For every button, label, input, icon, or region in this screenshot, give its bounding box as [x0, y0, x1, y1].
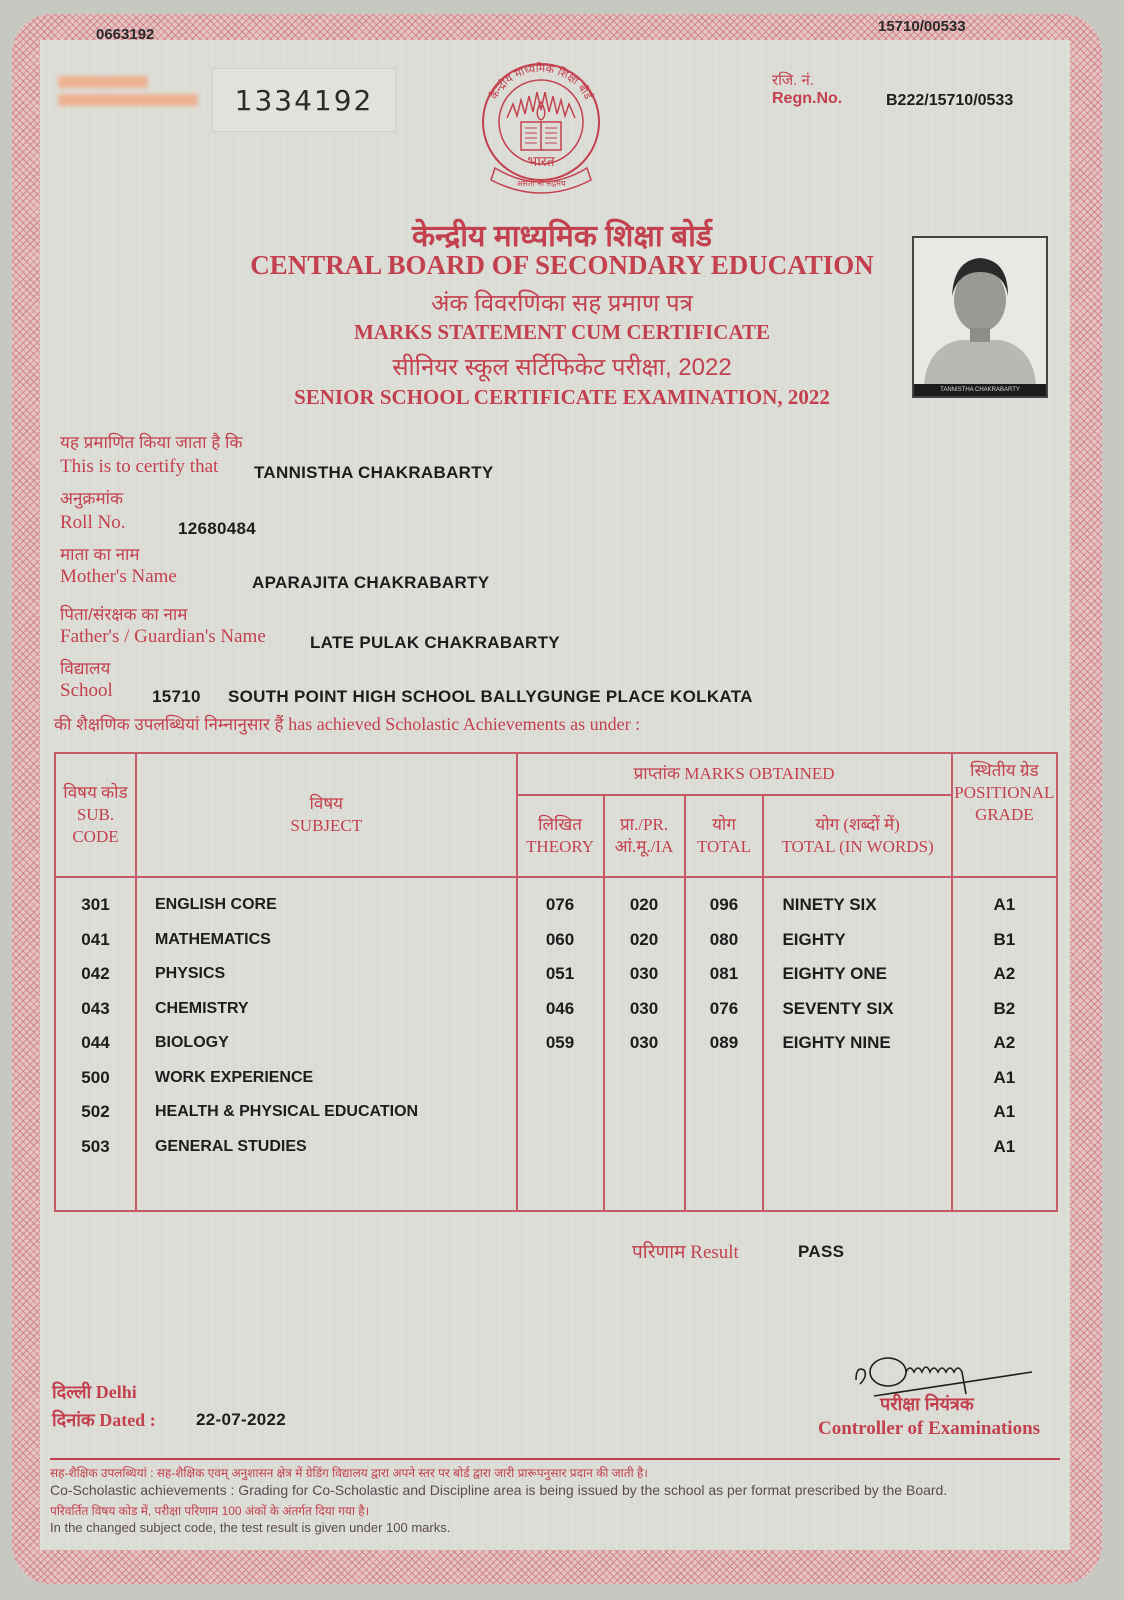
header-subject-hindi: विषय	[309, 794, 344, 813]
total-in-words	[763, 1095, 951, 1130]
coscholastic-note-hindi: सह-शैक्षिक उपलब्धियां : सह-शैक्षिक एवम् अनुशासन क्षेत्र में ग्रेडिंग विद्यालय द्वारा अपने स्तर पर बोर्ड द्वारा जारी प्रारूपनुसार प्रदान की जाती है।	[50, 1466, 648, 1480]
father-name: LATE PULAK CHAKRABARTY	[310, 633, 560, 652]
total-marks	[685, 1130, 764, 1165]
positional-grade: A2	[952, 957, 1057, 992]
theory-marks: 046	[517, 992, 604, 1027]
table-filler-row	[55, 1164, 1057, 1211]
pr-ia-marks: 020	[604, 923, 685, 958]
emblem-motto: असतो मा सद्गमय	[516, 179, 566, 188]
positional-grade: A1	[952, 1095, 1057, 1130]
subject-code: 502	[55, 1095, 136, 1130]
subject-code: 042	[55, 957, 136, 992]
person-photo-icon	[914, 238, 1046, 384]
table-row	[55, 992, 1057, 1027]
subject-code: 500	[55, 1061, 136, 1096]
document-title-hindi: अंक विवरणिका सह प्रमाण पत्र	[431, 290, 693, 317]
coscholastic-note: Co-Scholastic achievements : Grading for Co-Scholastic and Discipline area is being issued by the school as per format prescribed by the Board.	[50, 1482, 948, 1498]
total-marks: 080	[685, 923, 764, 958]
empty-cell	[952, 1164, 1057, 1211]
pr-ia-marks	[604, 1061, 685, 1096]
header-grade-en1: POSITIONAL	[954, 783, 1055, 802]
empty-cell	[517, 1164, 604, 1211]
theory-marks: 051	[517, 957, 604, 992]
total-marks	[685, 1095, 764, 1130]
exam-title: SENIOR SCHOOL CERTIFICATE EXAMINATION, 2022	[294, 385, 830, 409]
certificate-number: 1334192	[212, 68, 396, 132]
positional-grade: A1	[952, 877, 1057, 923]
table-row	[55, 957, 1057, 992]
result-label-hindi: परिणाम	[632, 1242, 686, 1263]
header-code-hindi: विषय कोड	[63, 783, 128, 802]
document-title: MARKS STATEMENT CUM CERTIFICATE	[353, 320, 770, 344]
changed-code-note-hindi: परिवर्तित विषय कोड में, परीक्षा परिणाम 100 अंकों के अंतर्गत दिया गया है।	[50, 1504, 370, 1518]
place-en: Delhi	[95, 1382, 137, 1402]
subject-name: MATHEMATICS	[136, 923, 517, 958]
emblem-ring-text: केन्द्रीय माध्यमिक शिक्षा बोर्ड	[487, 61, 595, 102]
empty-cell	[55, 1164, 136, 1211]
school-name: SOUTH POINT HIGH SCHOOL BALLYGUNGE PLACE KOLKATA	[228, 687, 753, 706]
table-row	[55, 923, 1057, 958]
board-name-hindi: केन्द्रीय माध्यमिक शिक्षा बोर्ड	[412, 220, 712, 253]
achievements-intro-english: has achieved Scholastic Achievements as under :	[288, 714, 641, 734]
total-marks	[685, 1061, 764, 1096]
header-total-hindi: योग	[712, 815, 736, 834]
subject-name: PHYSICS	[136, 957, 517, 992]
subject-code: 041	[55, 923, 136, 958]
header-total	[685, 795, 764, 877]
empty-cell	[685, 1164, 764, 1211]
table-row	[55, 1061, 1057, 1096]
pr-ia-marks: 030	[604, 1026, 685, 1061]
positional-grade: B1	[952, 923, 1057, 958]
theory-marks	[517, 1061, 604, 1096]
controller-title-hindi: परीक्षा नियंत्रक	[880, 1394, 974, 1414]
student-name: TANNISTHA CHAKRABARTY	[254, 463, 494, 482]
header-pr: प्रा./PR.	[619, 815, 669, 834]
mother-name: APARAJITA CHAKRABARTY	[252, 573, 490, 592]
positional-grade: A1	[952, 1061, 1057, 1096]
header-words-en: TOTAL (IN WORDS)	[781, 837, 934, 856]
header-code-en2: CODE	[72, 827, 119, 846]
empty-cell	[604, 1164, 685, 1211]
exam-title-hindi: सीनियर स्कूल सर्टिफिकेट परीक्षा, 2022	[392, 354, 732, 381]
illegible-orange-label	[58, 72, 198, 108]
subject-name: BIOLOGY	[136, 1026, 517, 1061]
table-row	[55, 1095, 1057, 1130]
positional-grade: B2	[952, 992, 1057, 1027]
result-value: PASS	[798, 1242, 845, 1261]
total-marks: 081	[685, 957, 764, 992]
total-in-words	[763, 1061, 951, 1096]
total-in-words: EIGHTY NINE	[763, 1026, 951, 1061]
theory-marks: 076	[517, 877, 604, 923]
pr-ia-marks	[604, 1130, 685, 1165]
header-positional-grade	[952, 753, 1057, 877]
roll-number: 12680484	[178, 519, 257, 538]
header-code-en1: SUB.	[76, 805, 115, 824]
school-code: 15710	[152, 687, 201, 706]
theory-marks	[517, 1095, 604, 1130]
roll-label-hindi: अनुक्रमांक	[60, 489, 124, 508]
total-in-words: EIGHTY ONE	[763, 957, 951, 992]
school-label-hindi: विद्यालय	[60, 659, 111, 678]
header-pr-ia	[604, 795, 685, 877]
empty-cell	[136, 1164, 517, 1211]
place-hindi: दिल्ली	[52, 1382, 92, 1402]
header-theory	[517, 795, 604, 877]
student-photo	[912, 236, 1048, 398]
subject-name: WORK EXPERIENCE	[136, 1061, 517, 1096]
certify-label: This is to certify that	[60, 456, 219, 477]
header-total-en: TOTAL	[696, 837, 751, 856]
positional-grade: A1	[952, 1130, 1057, 1165]
total-marks: 076	[685, 992, 764, 1027]
svg-text:केन्द्रीय माध्यमिक शिक्षा बोर्	[487, 62, 595, 102]
marks-body	[55, 877, 1057, 1211]
place	[52, 1380, 137, 1404]
board-name: CENTRAL BOARD OF SECONDARY EDUCATION	[250, 250, 874, 280]
positional-grade: A2	[952, 1026, 1057, 1061]
pr-ia-marks: 030	[604, 992, 685, 1027]
regn-label-hindi: रजि. नं.	[772, 72, 814, 89]
result-label	[632, 1238, 739, 1264]
header-words-hindi: योग (शब्दों में)	[815, 815, 900, 834]
header-theory-hindi: लिखित	[538, 815, 582, 834]
mother-label-hindi: माता का नाम	[60, 545, 140, 564]
pr-ia-marks: 030	[604, 957, 685, 992]
cbse-emblem-icon	[477, 56, 605, 204]
header-grade-en2: GRADE	[975, 805, 1034, 824]
empty-cell	[763, 1164, 951, 1211]
mother-label: Mother's Name	[60, 566, 177, 587]
subject-code: 043	[55, 992, 136, 1027]
header-marks-obtained: प्राप्तांक MARKS OBTAINED	[517, 753, 952, 795]
serial-top-left: 0663192	[96, 26, 155, 43]
theory-marks	[517, 1130, 604, 1165]
father-label: Father's / Guardian's Name	[60, 626, 266, 647]
header-total-words	[763, 795, 951, 877]
certify-label-hindi: यह प्रमाणित किया जाता है कि	[60, 433, 243, 452]
achievements-intro	[54, 712, 640, 735]
result-label-en: Result	[690, 1242, 739, 1263]
regn-number: B222/15710/0533	[886, 92, 1014, 109]
theory-marks: 060	[517, 923, 604, 958]
roll-label: Roll No.	[60, 512, 126, 533]
table-row	[55, 1026, 1057, 1061]
marks-table	[54, 752, 1058, 1212]
regn-label: Regn.No.	[772, 90, 843, 107]
date-label-en: Dated :	[99, 1410, 156, 1430]
changed-code-note: In the changed subject code, the test result is given under 100 marks.	[50, 1520, 451, 1535]
header-subject-en: SUBJECT	[290, 816, 363, 835]
issue-date: 22-07-2022	[196, 1410, 286, 1429]
date-label	[52, 1408, 156, 1432]
subject-name: HEALTH & PHYSICAL EDUCATION	[136, 1095, 517, 1130]
subject-name: CHEMISTRY	[136, 992, 517, 1027]
achievements-intro-hindi: की शैक्षणिक उपलब्धियां निम्नानुसार हैं	[54, 715, 284, 734]
controller-title: Controller of Examinations	[818, 1418, 1041, 1439]
emblem-country: भारत	[527, 154, 555, 170]
date-label-hindi: दिनांक	[52, 1410, 95, 1430]
serial-top-right: 15710/00533	[878, 18, 966, 35]
school-label: School	[60, 680, 113, 701]
footer-divider	[50, 1458, 1060, 1460]
header-theory-en: THEORY	[526, 837, 595, 856]
table-row	[55, 877, 1057, 923]
header-ia: आं.मू./IA	[614, 837, 674, 856]
subject-code: 301	[55, 877, 136, 923]
photo-caption: TANNISTHA CHAKRABARTY	[914, 384, 1046, 396]
header-subject	[136, 753, 517, 877]
pr-ia-marks	[604, 1095, 685, 1130]
total-in-words: EIGHTY	[763, 923, 951, 958]
total-in-words: SEVENTY SIX	[763, 992, 951, 1027]
total-marks: 089	[685, 1026, 764, 1061]
subject-code: 503	[55, 1130, 136, 1165]
total-in-words: NINETY SIX	[763, 877, 951, 923]
header-grade-hindi: स्थितीय ग्रेड	[970, 761, 1039, 780]
father-label-hindi: पिता/संरक्षक का नाम	[60, 605, 188, 624]
header-sub-code	[55, 753, 136, 877]
subject-name: GENERAL STUDIES	[136, 1130, 517, 1165]
total-marks: 096	[685, 877, 764, 923]
subject-name: ENGLISH CORE	[136, 877, 517, 923]
theory-marks: 059	[517, 1026, 604, 1061]
pr-ia-marks: 020	[604, 877, 685, 923]
table-row	[55, 1130, 1057, 1165]
total-in-words	[763, 1130, 951, 1165]
subject-code: 044	[55, 1026, 136, 1061]
